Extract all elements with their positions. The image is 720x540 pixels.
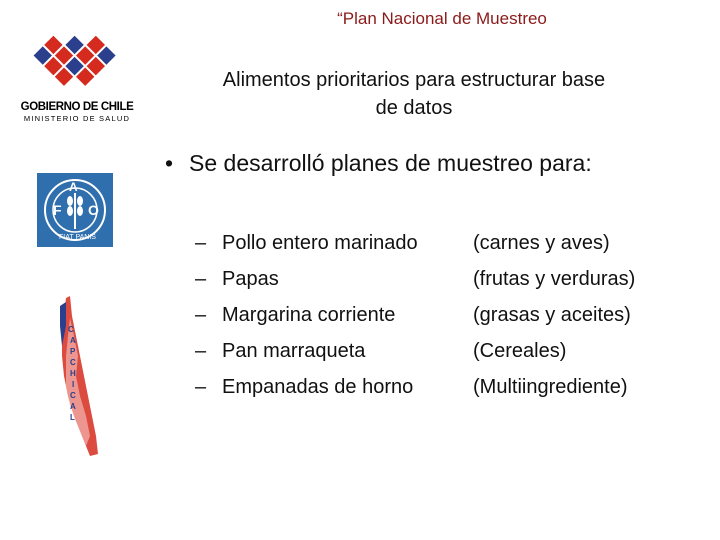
food-list <box>195 232 675 412</box>
list-item <box>195 340 675 376</box>
fao-letter-o: O <box>88 202 99 218</box>
dash-marker: – <box>195 268 207 290</box>
slide-title-line1: Alimentos prioritarios para estructurar base <box>222 69 606 91</box>
capchical-letter: H <box>70 369 76 378</box>
food-category: (carnes y aves) <box>473 232 610 254</box>
capchical-letter: C <box>70 358 76 367</box>
capchical-logo <box>56 296 104 460</box>
bullet-marker: • <box>165 150 174 176</box>
capchical-letter: A <box>70 336 76 345</box>
capchical-letter: A <box>70 402 76 411</box>
food-name: Papas <box>222 268 279 290</box>
header-title: “Plan Nacional de Muestreo <box>337 9 547 28</box>
capchical-letter: I <box>72 380 75 389</box>
capchical-letter: C <box>70 391 76 400</box>
list-item <box>195 232 675 268</box>
slide-title <box>150 66 678 122</box>
fao-motto: FIAT PANIS <box>59 234 96 241</box>
food-name: Margarina corriente <box>222 304 396 326</box>
food-name: Pan marraqueta <box>222 340 366 362</box>
food-category: (Cereales) <box>473 340 567 362</box>
food-category: (frutas y verduras) <box>473 268 636 290</box>
slide-title-line2: de datos <box>375 97 453 119</box>
gobierno-logo-line1: GOBIERNO DE CHILE <box>20 101 134 113</box>
fao-emblem-icon <box>37 173 113 247</box>
capchical-letter: L <box>70 413 75 422</box>
capchical-letter: P <box>70 347 76 356</box>
list-item <box>195 376 675 412</box>
dash-marker: – <box>195 304 207 326</box>
fao-letter-f: F <box>53 202 62 218</box>
main-bullet <box>165 150 592 177</box>
dash-marker: – <box>195 376 207 398</box>
fao-letter-a: A <box>69 180 78 194</box>
food-category: (Multiingrediente) <box>473 376 628 398</box>
list-item <box>195 268 675 304</box>
food-category: (grasas y aceites) <box>473 304 631 326</box>
fao-logo <box>37 173 113 247</box>
dash-marker: – <box>195 232 207 254</box>
bullet-text: Se desarrolló planes de muestreo para: <box>189 150 592 176</box>
gobierno-logo-line2: MINISTERIO DE SALUD <box>23 114 131 123</box>
dash-marker: – <box>195 340 207 362</box>
capchical-letter: C <box>68 325 74 334</box>
food-name: Pollo entero marinado <box>222 232 418 254</box>
list-item <box>195 304 675 340</box>
food-name: Empanadas de horno <box>222 376 414 398</box>
